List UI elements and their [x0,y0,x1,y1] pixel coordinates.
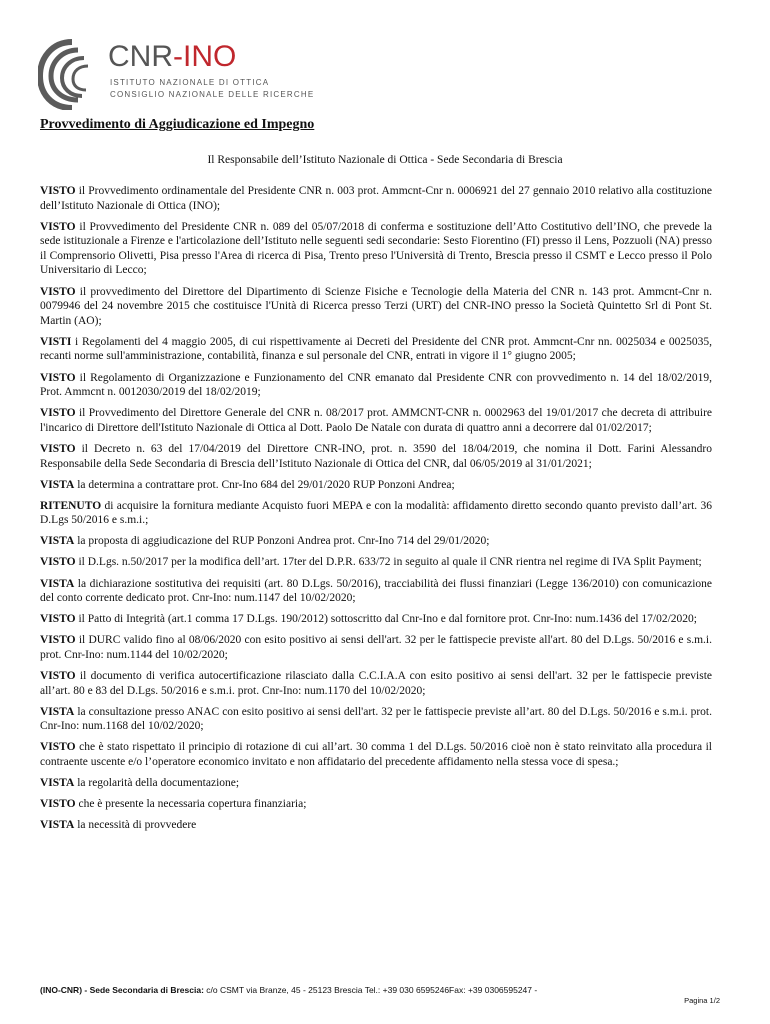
cnr-ino-logo [38,38,315,110]
document-paragraph [40,285,712,329]
paragraph-text: la necessità di provvedere [77,819,197,832]
document-body [40,184,712,839]
logo-name: CNR-INO [108,40,237,73]
paragraph-text: la regolarità della documentazione; [77,777,240,790]
paragraph-keyword: VISTO [40,442,76,455]
footer-address: c/o CSMT via Branze, 45 - 25123 Brescia Tel.: +39 030 6595246Fax: +39 0306595247 - [203,985,538,995]
paragraph-text: la proposta di aggiudicazione del RUP Ponzoni Andrea prot. Cnr-Ino 714 del 29/01/2020; [77,535,490,548]
footer-lead: (INO-CNR) - Sede Secondaria di Brescia: [40,985,204,995]
document-paragraph [40,220,712,278]
paragraph-keyword: VISTO [40,220,76,233]
document-paragraph [40,499,712,528]
document-paragraph [40,577,712,606]
document-paragraph [40,797,712,812]
document-paragraph [40,555,712,570]
paragraph-keyword: VISTO [40,613,76,626]
paragraph-keyword: VISTO [40,185,76,197]
logo-subtitle-institute: ISTITUTO NAZIONALE DI OTTICA [110,78,270,87]
logo-subtitle-council: CONSIGLIO NAZIONALE DELLE RICERCHE [110,90,315,99]
paragraph-keyword: VISTA [40,777,75,790]
paragraph-text: il documento di verifica autocertificazione rilasciato dalla C.C.I.A.A con esito positivo ai sensi dell'art. 32 per le fattispecie previste all’art. 80 e 83 del D.Lgs. 50/2016 e s.m.i. prot. Cnr-Ino: num.1170 del 10/02/2020; [40,670,712,697]
document-paragraph [40,633,712,662]
paragraph-text: il Provvedimento del Presidente CNR n. 089 del 05/07/2018 di conferma e sostituzione dell’Atto Costitutivo dell’INO, che prevede la sede istituzionale a Firenze e l'articolazione dell’Istituto nelle seguenti sedi secondarie: Sesto Fiorentino (FI) presso il Lens, Pozzuoli (NA) presso il Comprensorio Olivetti, Pisa presso l'Area di ricerca di Pisa, Trento preso l'Università di Trento, Brescia presso il CSMT e Lecco presso il Polo Universitario di Lecco; [40,220,712,277]
document-paragraph [40,442,712,471]
paragraph-keyword: RITENUTO [40,499,102,512]
paragraph-text: la consultazione presso ANAC con esito positivo ai sensi dell'art. 32 per le fattispecie previste all’art. 80 del D.Lgs. 50/2016 e s.m.i. prot. Cnr-Ino: num.1168 del 10/02/2020; [40,705,712,733]
paragraph-keyword: VISTA [40,705,75,718]
paragraph-keyword: VISTA [40,819,75,832]
document-paragraph [40,184,712,213]
paragraph-keyword: VISTO [40,556,76,569]
paragraph-text: il provvedimento del Direttore del Dipartimento di Scienze Fisiche e Tecnologie della Materia del CNR n. 143 prot. Ammcnt-Cnr n. 0079946 del 24 novembre 2015 che costituisce l'Unità di Ricerca presso Terzi (URT) del CNR-INO presso la Società Quintetto Srl di Pont St. Martin (AO); [40,285,712,327]
document-paragraph [40,371,712,400]
document-paragraph [40,612,712,627]
document-title: Provvedimento di Aggiudicazione ed Impegno [40,117,315,132]
page-number: Pagina 1/2 [684,996,720,1005]
paragraph-text: i Regolamenti del 4 maggio 2005, di cui rispettivamente ai Decreti del Presidente del CNR prot. Ammcnt-Cnr nn. 0025034 e 0025035, recanti norme sull'amministrazione, contabilità, finanza e sul personale del CNR, entrati in vigore il 1° giugno 2005; [40,335,713,363]
paragraph-text: che è stato rispettato il principio di rotazione di cui all’art. 30 comma 1 del D.Lgs. 50/2016 cioè non è stato reinvitato alla procedura il contraente uscente e/o l’operatore economico invitato e non affidatario del precedente affidamento nella stessa voce di spesa.; [40,741,712,768]
document-paragraph [40,335,712,364]
document-paragraph [40,534,712,549]
footer [40,985,537,995]
paragraph-text: il Decreto n. 63 del 17/04/2019 del Direttore CNR-INO, prot. n. 3590 del 18/04/2019, che nomina il Dott. Farini Alessandro Responsabile della Sede Secondaria di Brescia dell’Istituto Nazionale di Ottica del CNR, dal 06/05/2019 al 31/01/2021; [40,442,712,470]
paragraph-keyword: VISTO [40,670,76,683]
document-subtitle: Il Responsabile dell’Istituto Nazionale di Ottica - Sede Secondaria di Brescia [207,154,563,166]
paragraph-keyword: VISTO [40,407,76,420]
document-paragraph [40,406,712,435]
paragraph-text: che è presente la necessaria copertura finanziaria; [78,798,307,811]
paragraph-keyword: VISTO [40,741,76,754]
paragraph-text: la determina a contrattare prot. Cnr-Ino 684 del 29/01/2020 RUP Ponzoni Andrea; [77,478,455,491]
paragraph-keyword: VISTO [40,634,76,647]
document-paragraph [40,669,712,698]
document-paragraph [40,818,712,833]
paragraph-keyword: VISTA [40,577,75,590]
document-paragraph [40,776,712,791]
paragraph-text: il Regolamento di Organizzazione e Funzionamento del CNR emanato dal Presidente CNR con provvedimento n. 14 del 18/02/2019, Prot. Ammcnt n. 0012030/2019 del 18/02/2019; [40,371,712,399]
document-paragraph [40,740,712,769]
cnr-logo-mark-icon [38,38,102,110]
paragraph-keyword: VISTO [40,285,76,298]
paragraph-keyword: VISTA [40,535,75,548]
document-paragraph [40,478,712,493]
paragraph-keyword: VISTI [40,335,72,348]
paragraph-keyword: VISTO [40,798,76,811]
document-paragraph [40,705,712,734]
paragraph-text: il DURC valido fino al 08/06/2020 con esito positivo ai sensi dell'art. 32 per le fattispecie previste all'art. 80 del D.Lgs. 50/2016 e s.m.i. prot. Cnr-Ino: num.1144 del 10/02/2020; [40,634,712,661]
paragraph-keyword: VISTA [40,478,75,491]
paragraph-text: il Provvedimento ordinamentale del Presidente CNR n. 003 prot. Ammcnt-Cnr n. 0006921 del 27 gennaio 2010 relativo alla costituzione dell’Istituto Nazionale di Ottica (INO); [40,185,712,212]
paragraph-keyword: VISTO [40,371,76,384]
paragraph-text: il D.Lgs. n.50/2017 per la modifica dell’art. 17ter del D.P.R. 633/72 in seguito al quale il CNR rientra nel regime di IVA Split Payment; [78,556,702,569]
paragraph-text: il Provvedimento del Direttore Generale del CNR n. 08/2017 prot. AMMCNT-CNR n. 0002963 del 19/01/2017 che decreta di attribuire l'incarico di Direttore dell'Istituto Nazionale di Ottica al Dott. Paolo De Natale con durata di quattro anni a decorrere dal 01/02/2017; [40,407,713,434]
paragraph-text: la dichiarazione sostitutiva dei requisiti (art. 80 D.Lgs. 50/2016), tracciabilità dei flussi finanziari (Legge 136/2010) con comunicazione del conto corrente dedicato prot. Cnr-Ino: num.1147 del 10/02/2020; [40,577,713,605]
paragraph-text: il Patto di Integrità (art.1 comma 17 D.Lgs. 190/2012) sottoscritto dal Cnr-Ino e dal fornitore prot. Cnr-Ino: num.1436 del 17/02/2020; [78,613,697,626]
paragraph-text: di acquisire la fornitura mediante Acquisto fuori MEPA e con la modalità: affidamento diretto secondo quanto previsto dall’art. 36 D.Lgs 50/2016 e s.m.i.; [40,499,712,527]
